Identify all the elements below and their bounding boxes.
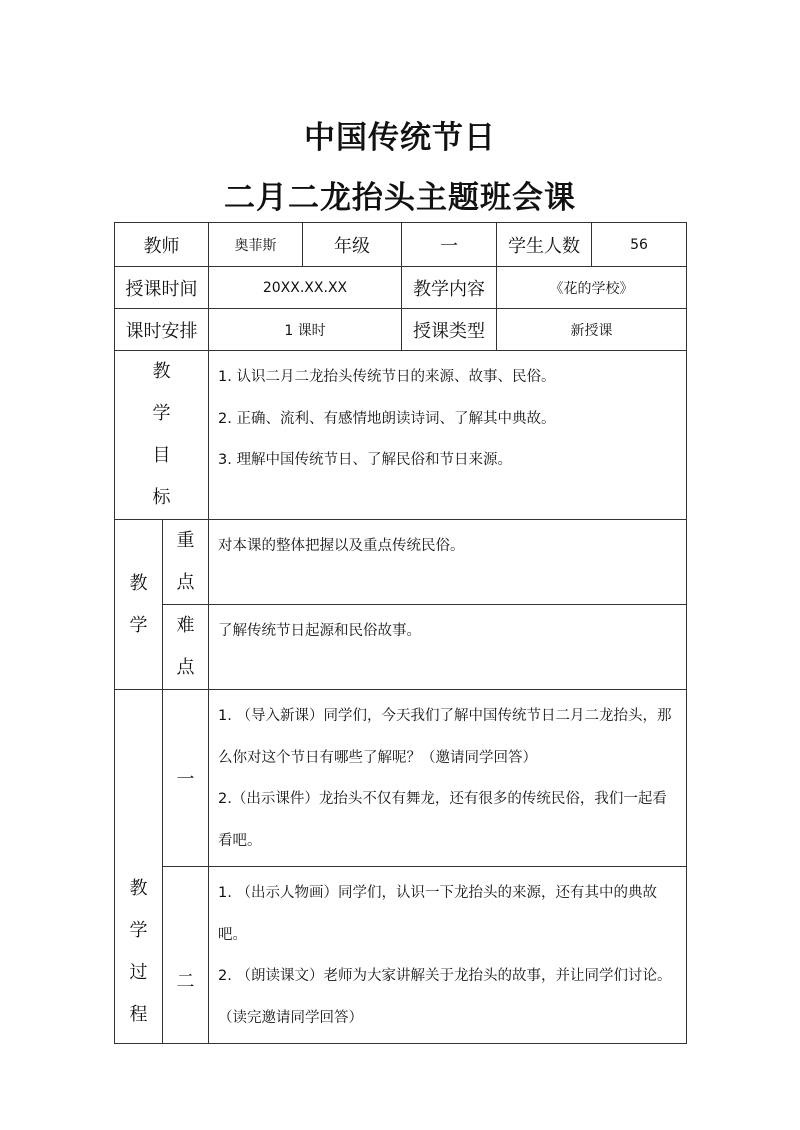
info-row-1 [115, 223, 687, 267]
lesson-plan-table [114, 222, 687, 1044]
key-point-row [115, 520, 687, 605]
step-number: 二 [163, 867, 209, 1044]
document-title: 中国传统节日 [304, 120, 496, 156]
objective-item: 2. 正确、流利、有感情地朗读诗词、了解其中典故。 [218, 410, 556, 427]
time-value: 20XX.XX.XX [209, 267, 402, 309]
objectives-row [115, 351, 687, 520]
step-content [209, 867, 687, 1044]
hours-value: 1 课时 [209, 309, 402, 351]
teaching-label: 教 学 [115, 520, 163, 690]
key-point-label: 重 点 [163, 520, 209, 605]
students-value: 56 [592, 223, 687, 267]
grade-label: 年级 [303, 223, 402, 267]
content-label: 教学内容 [402, 267, 497, 309]
teacher-label: 教师 [115, 223, 209, 267]
process-label: 教 学 过 程 [115, 690, 163, 1044]
objectives-content [209, 351, 687, 520]
difficulty-content: 了解传统节日起源和民俗故事。 [209, 605, 687, 690]
content-value: 《花的学校》 [497, 267, 687, 309]
document-subtitle: 二月二龙抬头主题班会课 [224, 180, 576, 216]
objectives-label: 教 学 目 标 [115, 351, 209, 520]
step-content [209, 690, 687, 867]
hours-label: 课时安排 [115, 309, 209, 351]
step-number: 一 [163, 690, 209, 867]
info-row-3 [115, 309, 687, 351]
step-item: 2. （朗读课文）老师为大家讲解关于龙抬头的故事，并让同学们讨论。（读完邀请同学回答） [218, 968, 672, 1026]
type-value: 新授课 [497, 309, 687, 351]
objective-item: 3. 理解中国传统节日、了解民俗和节日来源。 [218, 452, 512, 468]
difficulty-label: 难 点 [163, 605, 209, 690]
grade-value: 一 [402, 223, 497, 267]
step-item: 1. （出示人物画）同学们，认识一下龙抬头的来源，还有其中的典故吧。 [218, 885, 657, 943]
students-label: 学生人数 [497, 223, 592, 267]
step-item: 1. （导入新课）同学们，今天我们了解中国传统节日二月二龙抬头，那么你对这个节日有哪些了解呢？（邀请同学回答） [218, 708, 672, 766]
process-step-2-row [115, 867, 687, 1044]
process-step-1-row [115, 690, 687, 867]
difficulty-row [115, 605, 687, 690]
key-point-content: 对本课的整体把握以及重点传统民俗。 [209, 520, 687, 605]
type-label: 授课类型 [402, 309, 497, 351]
step-item: 2.（出示课件）龙抬头不仅有舞龙，还有很多的传统民俗，我们一起看看吧。 [218, 791, 667, 849]
info-row-2 [115, 267, 687, 309]
objective-item: 1. 认识二月二龙抬头传统节日的来源、故事、民俗。 [218, 369, 556, 385]
teacher-value: 奥菲斯 [209, 223, 303, 267]
time-label: 授课时间 [115, 267, 209, 309]
